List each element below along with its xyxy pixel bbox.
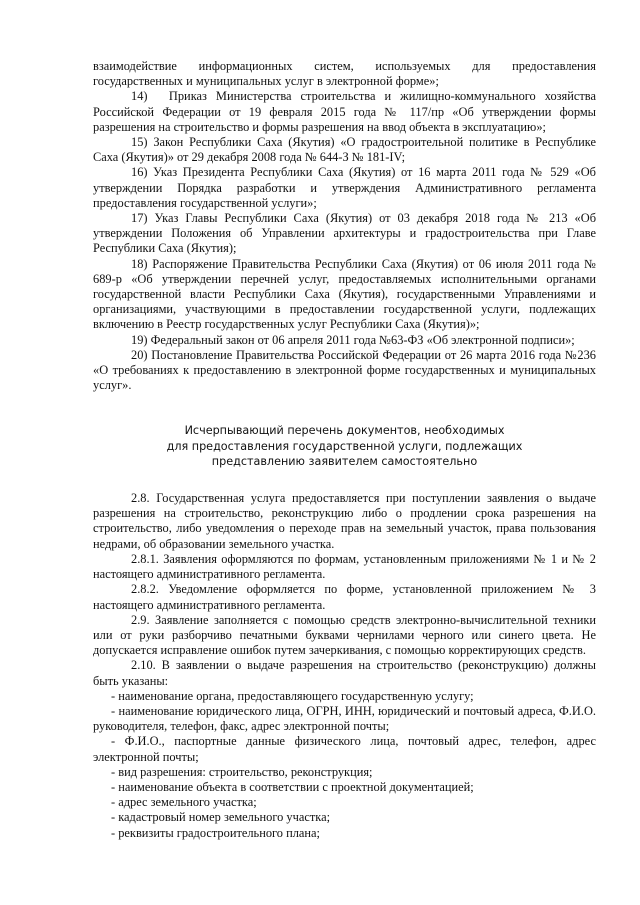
paragraph-li5: - наименование объекта в соответствии с проектной документацией;: [111, 779, 474, 794]
paragraph-p17: 17) Указ Главы Республики Саха (Якутия) от 03 декабря 2018 года № 213 «Об утверждении Положения об Управлении архитектуры и градостроительства при Главе Республики Саха (Якутия);: [93, 211, 596, 256]
paragraph-li2: - наименование юридического лица, ОГРН, ИНН, юридический и почтовый адреса, Ф.И.О. руководителя, телефон, факс, адрес электронной почты;: [93, 703, 596, 734]
paragraph-p-cont: взаимодействие информационных систем, используемых для предоставления государственных и муниципальных услуг в электронной форме»;: [93, 59, 596, 89]
paragraph-p14: 14) Приказ Министерства строительства и жилищно-коммунального хозяйства Российской Федерации от 19 февраля 2015 года № 117/пр «Об утверждении формы разрешения на строительство и формы разрешения на ввод объекта в эксплуатацию»;: [93, 89, 596, 134]
heading-line-1: Исчерпывающий перечень документов, необходимых: [184, 424, 505, 438]
heading-line-2: для предоставления государственной услуги, подлежащих: [166, 439, 523, 453]
paragraph-p2-8-2: 2.8.2. Уведомление оформляется по форме, установленной приложением № 3 настоящего административного регламента.: [93, 582, 596, 612]
paragraph-li7: - кадастровый номер земельного участка;: [111, 810, 331, 825]
paragraph-li8: - реквизиты градостроительного плана;: [111, 825, 320, 840]
paragraph-p16: 16) Указ Президента Республики Саха (Якутия) от 16 марта 2011 года № 529 «Об утверждении Порядка разработки и утверждения Административного регламента предоставления государственной услуги»;: [93, 165, 596, 210]
paragraph-p19: 19) Федеральный закон от 06 апреля 2011 года №63-ФЗ «Об электронной подписи»;: [131, 332, 575, 347]
paragraph-li6: - адрес земельного участка;: [111, 795, 257, 810]
heading-line-3: представлению заявителем самостоятельно: [211, 454, 478, 468]
section-heading: [93, 423, 596, 469]
paragraph-p2-8-1: 2.8.1. Заявления оформляются по формам, установленным приложениями № 1 и № 2 настоящего административного регламента.: [93, 551, 596, 582]
paragraph-p18: 18) Распоряжение Правительства Республики Саха (Якутия) от 06 июля 2011 года № 689-р «Об утверждении перечней услуг, предоставляемых исполнительными органами государственной власти Республики Саха (Якутия), государственными Управлениями и организациями, участвующими в предоставлении государственной услуги, подлежащих включению в Реестр государственных услуг Республики Саха (Якутия)»;: [93, 256, 596, 332]
paragraph-p15: 15) Закон Республики Саха (Якутия) «О градостроительной политике в Республике Саха (Якутия)» от 29 декабря 2008 года № 644-З № 181-IV;: [93, 135, 596, 165]
paragraph-p2-10: 2.10. В заявлении о выдаче разрешения на строительство (реконструкцию) должны быть указаны:: [93, 658, 596, 688]
paragraph-li3: - Ф.И.О., паспортные данные физического лица, почтовый адрес, телефон, адрес электронной почты;: [93, 734, 596, 764]
legal-basis-list: [93, 59, 596, 393]
paragraph-li4: - вид разрешения: строительство, реконструкция;: [111, 764, 373, 779]
document-page: [93, 59, 596, 841]
paragraph-p2-8: 2.8. Государственная услуга предоставляется при поступлении заявления о выдаче разрешения на строительство, реконструкцию либо о продлении срока разрешения на строительство, либо уведомления о переходе прав на земельный участок, права пользования недрами, об образовании земельного участка.: [93, 491, 596, 551]
paragraph-p2-9: 2.9. Заявление заполняется с помощью средств электронно-вычислительной техники или от руки разборчиво печатными буквами чернилами черного или синего цвета. Не допускается исправление ошибок путем зачеркивания, с помощью корректирующих средств.: [93, 612, 596, 658]
documents-section: [93, 491, 596, 841]
paragraph-p20: 20) Постановление Правительства Российской Федерации от 26 марта 2016 года №236 «О требованиях к предоставлению в электронной форме государственных и муниципальных услуг».: [93, 347, 596, 393]
paragraph-li1: - наименование органа, предоставляющего государственную услугу;: [111, 688, 474, 703]
